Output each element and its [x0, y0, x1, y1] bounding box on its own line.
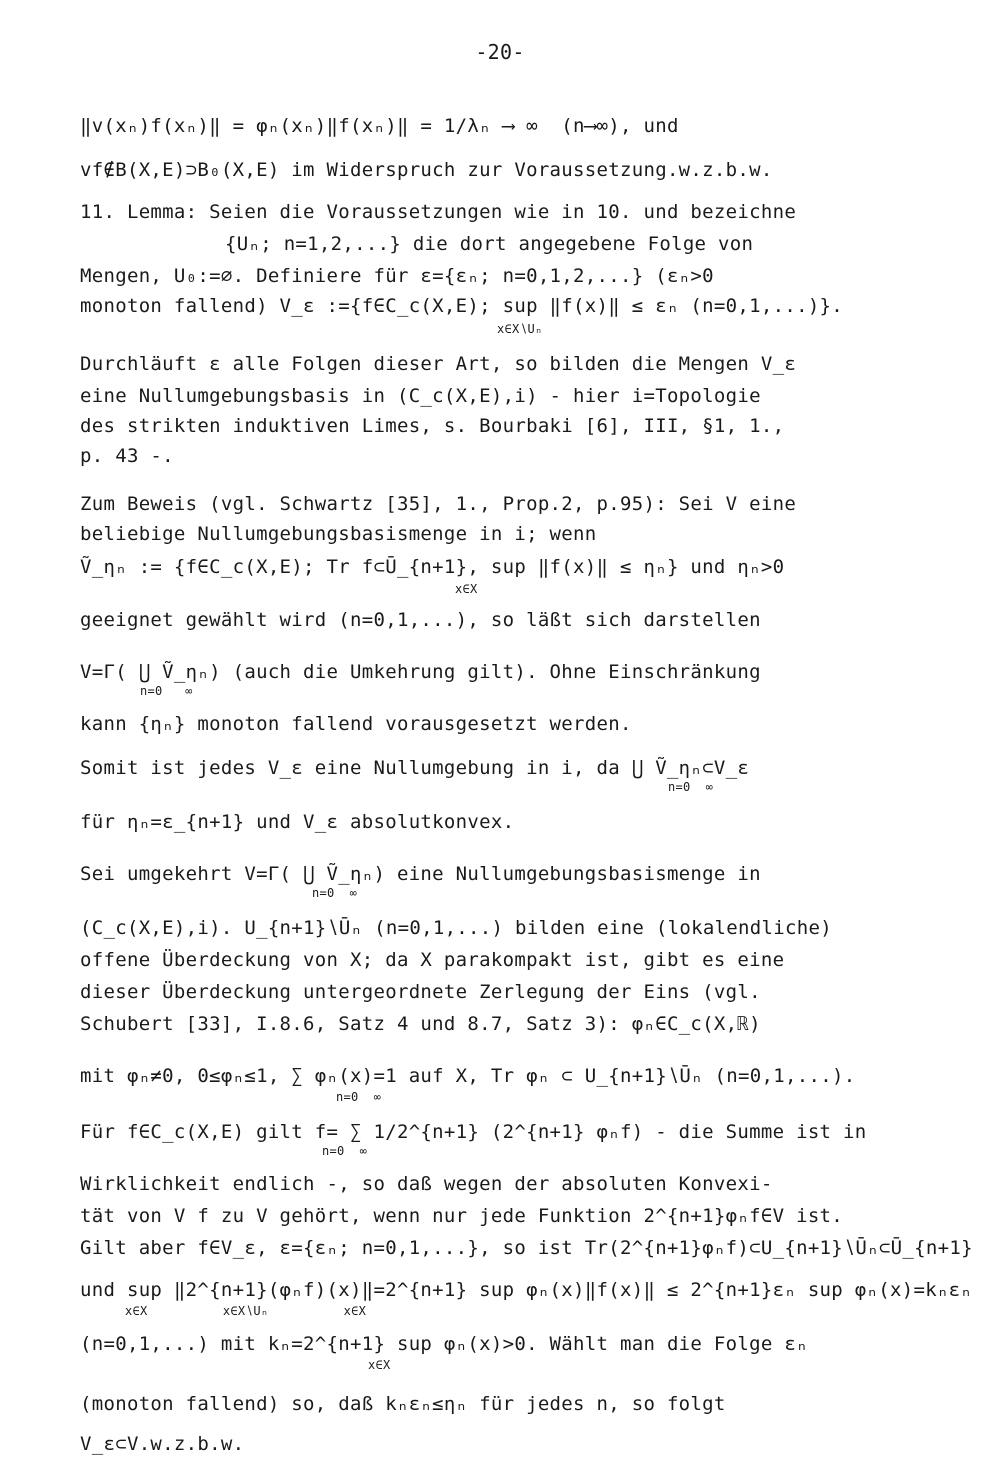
text-line: ‖v(xₙ)f(xₙ)‖ = φₙ(xₙ)‖f(xₙ)‖ = 1/λₙ ⟶ ∞ (n⟶∞), und — [80, 115, 679, 137]
text-line: Schubert [33], I.8.6, Satz 4 und 8.7, Satz 3): φₙ∈C_c(X,ℝ) — [80, 1013, 761, 1035]
text-line: Gilt aber f∈V_ε, ε={εₙ; n=0,1,...}, so ist Tr(2^{n+1}φₙf)⊂U_{n+1}∖Ūₙ⊂Ū_{n+1} — [80, 1237, 973, 1259]
text-line: (C_c(X,E),i). U_{n+1}∖Ūₙ (n=0,1,...) bilden eine (lokalendliche) — [80, 917, 832, 939]
text-line: Für f∈C_c(X,E) gilt f= ∑ 1/2^{n+1} (2^{n+1} φₙf) - die Summe ist in — [80, 1121, 867, 1143]
text-line: eine Nullumgebungsbasis in (C_c(X,E),i) - hier i=Topologie — [80, 385, 761, 407]
lemma-heading-line: 11. Lemma: Seien die Voraussetzungen wie in 10. und bezeichne — [80, 201, 797, 223]
text-line: (n=0,1,...) mit kₙ=2^{n+1} sup φₙ(x)>0. Wählt man die Folge εₙ — [80, 1333, 808, 1355]
text-line: Wirklichkeit endlich -, so daß wegen der absoluten Konvexi- — [80, 1173, 773, 1195]
text-line: Somit ist jedes V_ε eine Nullumgebung in i, da ⋃ Ṽ_ηₙ⊂V_ε — [80, 757, 750, 779]
subscript-line: x∈X∖Uₙ — [497, 322, 543, 336]
text-line: Mengen, U₀:=∅. Definiere für ε={εₙ; n=0,1,2,...} (εₙ>0 — [80, 265, 714, 287]
text-line: p. 43 -. — [80, 445, 174, 467]
text-line: Sei umgekehrt V=Γ( ⋃ Ṽ_ηₙ) eine Nullumgebungsbasismenge in — [80, 863, 761, 885]
subscript-line: x∈X x∈X∖Uₙ x∈X — [125, 1304, 367, 1318]
text-line: offene Überdeckung von X; da X parakompakt ist, gibt es eine — [80, 949, 785, 971]
text-line: des strikten induktiven Limes, s. Bourbaki [6], III, §1, 1., — [80, 415, 785, 437]
text-line: V=Γ( ⋃ Ṽ_ηₙ) (auch die Umkehrung gilt). Ohne Einschränkung — [80, 661, 761, 683]
subscript-line: n=0 ∞ — [322, 1144, 368, 1158]
subscript-line: n=0 ∞ — [336, 1090, 382, 1104]
text-line: (monoton fallend) so, daß kₙεₙ≤ηₙ für jedes n, so folgt — [80, 1393, 726, 1415]
text-line: beliebige Nullumgebungsbasismenge in i; wenn — [80, 523, 597, 545]
text-line: dieser Überdeckung untergeordnete Zerlegung der Eins (vgl. — [80, 981, 761, 1003]
subscript-line: x∈X — [368, 1358, 391, 1372]
text-line: tät von V f zu V gehört, wenn nur jede Funktion 2^{n+1}φₙf∈V ist. — [80, 1205, 844, 1227]
page-number: -20- — [475, 40, 525, 64]
subscript-line: x∈X — [455, 582, 478, 596]
text-line: V_ε⊂V.w.z.b.w. — [80, 1433, 245, 1455]
subscript-line: n=0 ∞ — [668, 780, 714, 794]
text-line: vf∉B(X,E)⊃B₀(X,E) im Widerspruch zur Voraussetzung.w.z.b.w. — [80, 159, 773, 181]
subscript-line: n=0 ∞ — [140, 684, 193, 698]
text-line: für ηₙ=ε_{n+1} und V_ε absolutkonvex. — [80, 811, 515, 833]
text-line: {Uₙ; n=1,2,...} die dort angegebene Folge von — [225, 233, 754, 255]
text-line: kann {ηₙ} monoton fallend vorausgesetzt werden. — [80, 713, 632, 735]
text-line: Zum Beweis (vgl. Schwartz [35], 1., Prop.2, p.95): Sei V eine — [80, 493, 797, 515]
text-line: und sup ‖2^{n+1}(φₙf)(x)‖=2^{n+1} sup φₙ(x)‖f(x)‖ ≤ 2^{n+1}εₙ sup φₙ(x)=kₙεₙ — [80, 1279, 973, 1301]
text-line: geeignet gewählt wird (n=0,1,...), so läßt sich darstellen — [80, 609, 761, 631]
text-line: mit φₙ≠0, 0≤φₙ≤1, ∑ φₙ(x)=1 auf X, Tr φₙ ⊂ U_{n+1}∖Ūₙ (n=0,1,...). — [80, 1065, 856, 1087]
text-line: Ṽ_ηₙ := {f∈C_c(X,E); Tr f⊂Ū_{n+1}, sup ‖f(x)‖ ≤ ηₙ} und ηₙ>0 — [80, 556, 785, 578]
text-line: Durchläuft ε alle Folgen dieser Art, so bilden die Mengen V_ε — [80, 353, 797, 375]
subscript-line: n=0 ∞ — [312, 886, 358, 900]
text-line: monoton fallend) V_ε :={f∈C_c(X,E); sup ‖f(x)‖ ≤ εₙ (n=0,1,...)}. — [80, 295, 844, 317]
